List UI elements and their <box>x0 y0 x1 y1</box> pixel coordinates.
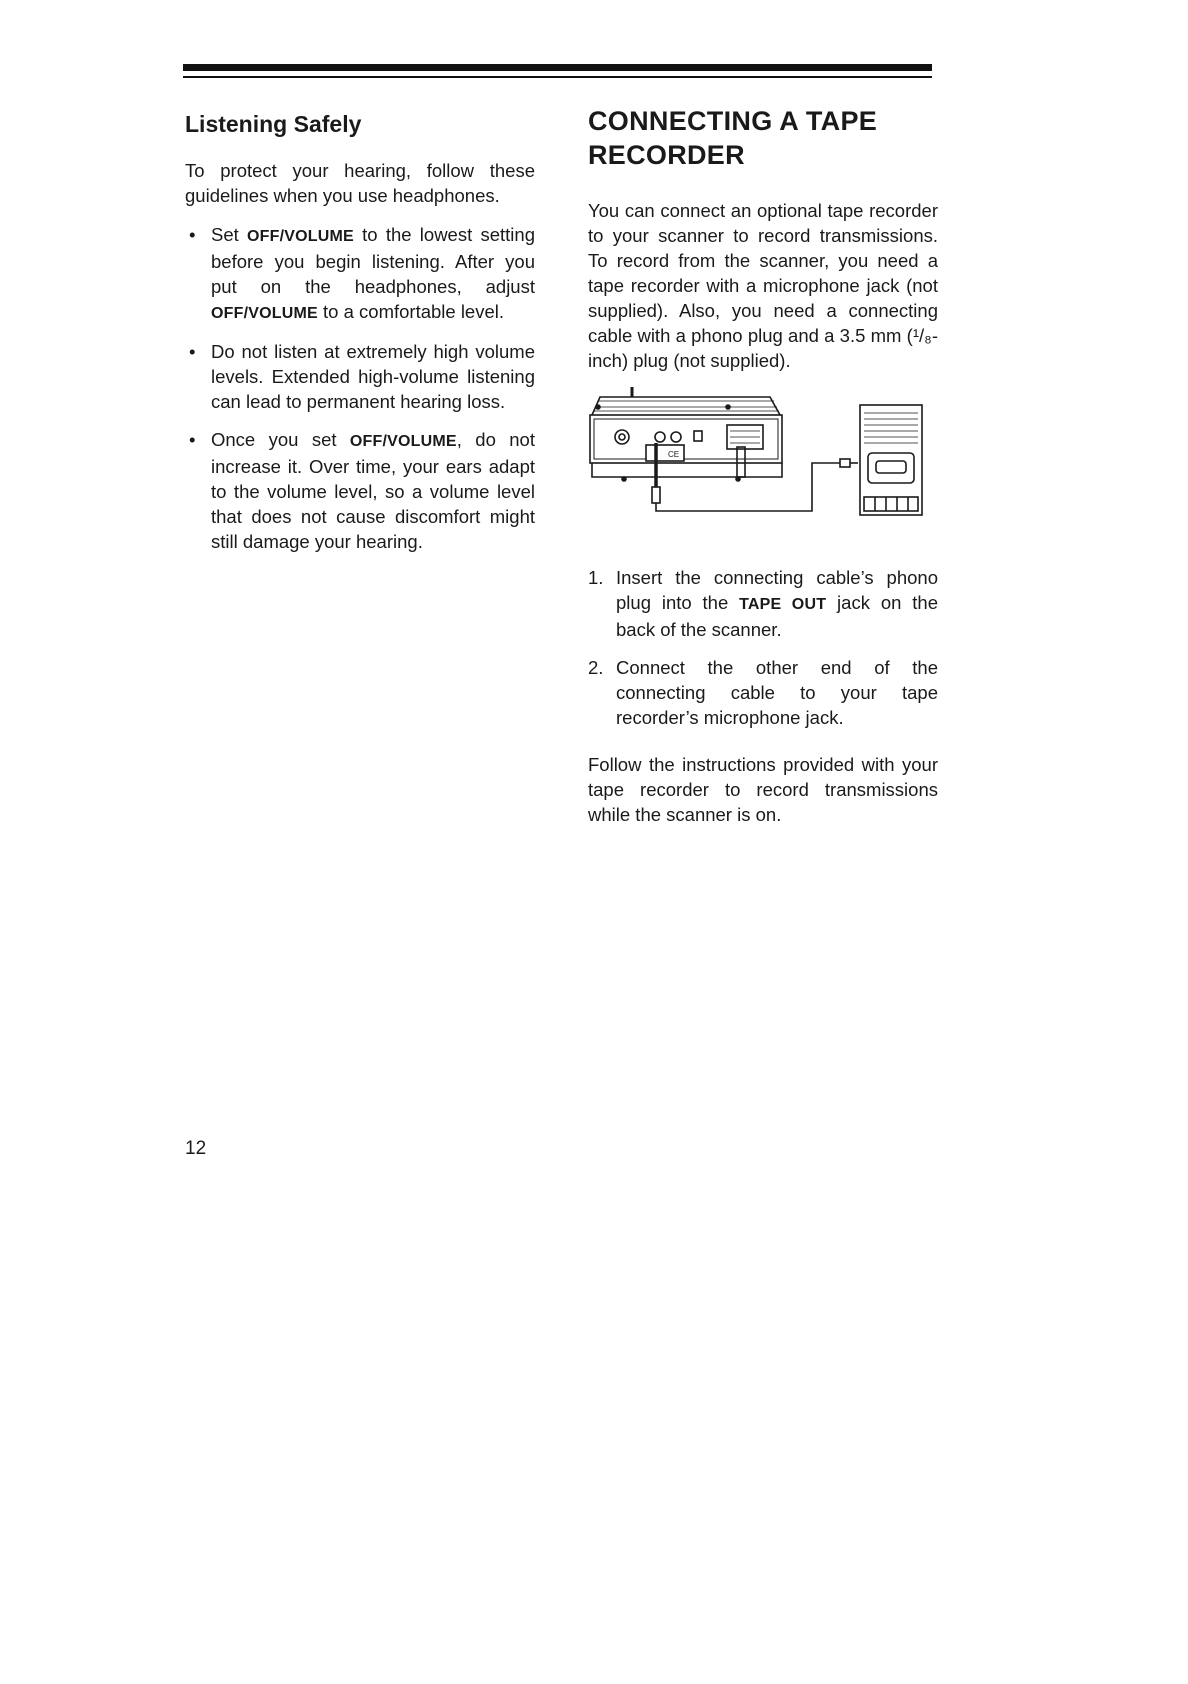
control-label: OFF/VOLUME <box>211 305 318 322</box>
scanner-tape-connection-diagram <box>582 387 932 547</box>
safety-guidelines-list <box>185 222 535 554</box>
connection-steps-list <box>588 565 938 730</box>
closing-paragraph: Follow the instructions provided with your tape recorder to record transmissions while the scanner is on. <box>588 754 938 825</box>
list-item: 2. Connect the other end of the connecting cable to your tape recorder’s microphone jack. <box>588 657 938 728</box>
fraction-one-eighth: ¹/₈ <box>912 325 932 346</box>
list-item: • Once you set OFF/VOLUME, do not increase it. Over time, your ears adapt to the volume level, so a volume level that does not cause discomfort might still damage your hearing. <box>189 429 535 552</box>
list-item: • Do not listen at extremely high volume levels. Extended high-volume listening can lead to permanent hearing loss. <box>189 341 535 412</box>
tape-recorder-intro: You can connect an optional tape recorder to your scanner to record transmissions. To record from the scanner, you need a tape recorder with a microphone jack (not supplied). Also, you need a connecting cable with a phono plug and a 3.5 mm (¹/₈-inch) plug (not supplied). <box>588 200 938 371</box>
page-number: 12 <box>185 1138 207 1159</box>
bullet-icon: • <box>189 429 196 450</box>
header-rule-thick <box>183 64 932 71</box>
control-label: OFF/VOLUME <box>349 433 457 450</box>
bullet-icon: • <box>189 341 196 362</box>
section-heading-connecting-tape-recorder: CONNECTING A TAPE RECORDER <box>588 106 878 170</box>
header-rule-thin <box>183 76 932 78</box>
control-label: OFF/VOLUME <box>247 228 354 245</box>
list-item: • Set OFF/VOLUME to the lowest setting before you begin listening. After you put on the headphones, adjust OFF/VOLUME to a comfortable level. <box>189 224 535 322</box>
listening-intro: To protect your hearing, follow these guidelines when you use headphones. <box>185 160 535 206</box>
scanner-illustration <box>590 387 782 481</box>
svg-text:CE: CE <box>668 450 680 459</box>
tape-recorder-illustration <box>860 405 922 515</box>
left-column <box>185 110 535 567</box>
control-label: TAPE OUT <box>739 596 827 613</box>
bullet-icon: • <box>189 224 196 245</box>
list-item: 1. Insert the connecting cable’s phono plug into the TAPE OUT jack on the back of the scanner. <box>588 567 938 640</box>
section-heading-listening-safely: Listening Safely <box>185 111 362 137</box>
right-column <box>588 104 938 841</box>
